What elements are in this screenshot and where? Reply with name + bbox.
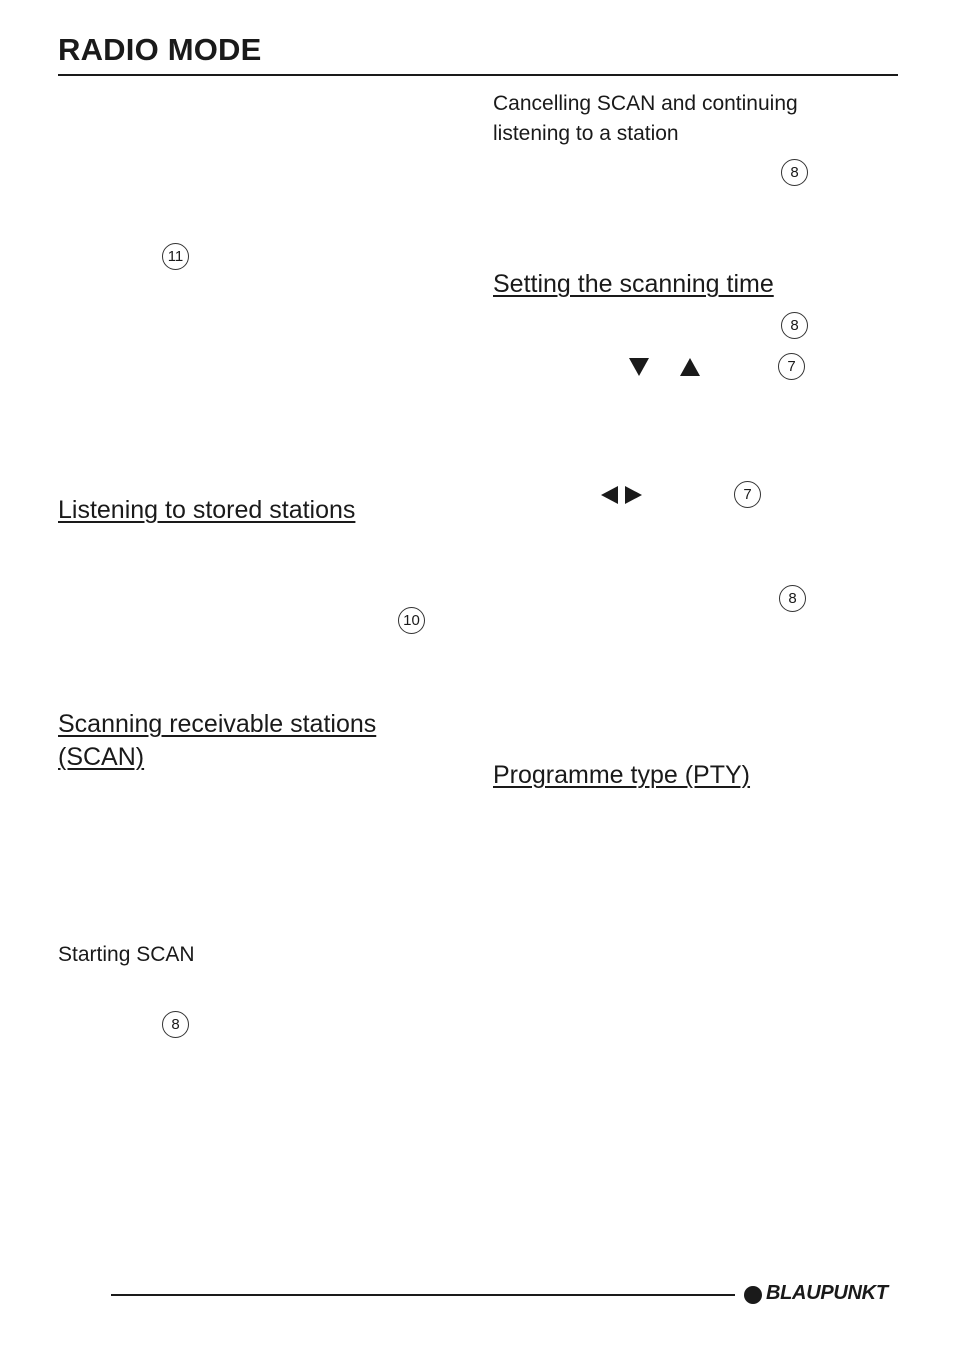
starting-scan-subheading: Starting SCAN (58, 943, 195, 966)
footer-divider (111, 1294, 735, 1296)
brand-logo: BLAUPUNKT (766, 1282, 888, 1304)
scanning-heading-line1: Scanning receivable stations (58, 710, 377, 738)
control-number-badge: 7 (734, 481, 761, 508)
arrow-up-icon (680, 358, 700, 376)
arrow-left-icon (601, 486, 618, 504)
control-number-badge: 10 (398, 607, 425, 634)
title-divider (58, 74, 898, 76)
arrow-down-icon (629, 358, 649, 376)
arrow-right-icon (625, 486, 642, 504)
page-title: RADIO MODE (58, 32, 262, 67)
scanning-time-heading: Setting the scanning time (493, 270, 774, 298)
control-number-badge: 8 (781, 312, 808, 339)
cancelling-scan-line1: Cancelling SCAN and continuing (493, 92, 798, 115)
control-number-badge: 11 (162, 243, 189, 270)
control-number-badge: 7 (778, 353, 805, 380)
brand-logo-dot-icon (744, 1286, 762, 1304)
listening-stored-stations-heading: Listening to stored stations (58, 496, 356, 524)
control-number-badge: 8 (779, 585, 806, 612)
cancelling-scan-line2: listening to a station (493, 122, 679, 145)
programme-type-heading: Programme type (PTY) (493, 761, 751, 789)
scanning-heading-line2: (SCAN) (58, 743, 145, 771)
control-number-badge: 8 (162, 1011, 189, 1038)
control-number-badge: 8 (781, 159, 808, 186)
